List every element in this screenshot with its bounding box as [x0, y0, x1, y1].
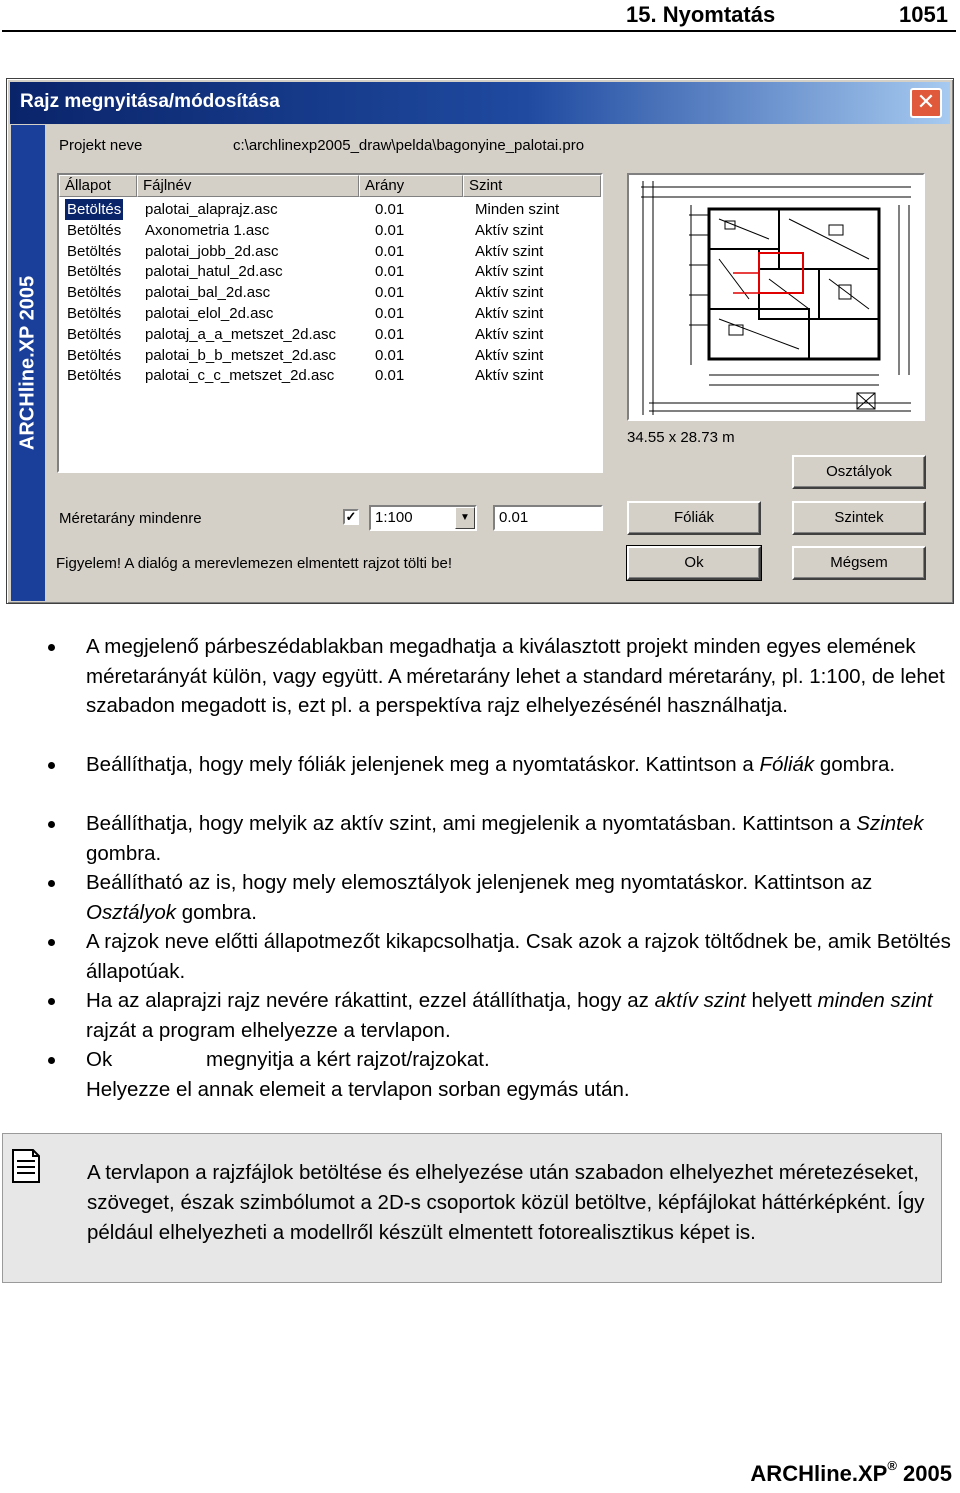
table-row[interactable]: [59, 324, 601, 345]
cell-ratio: 0.01: [375, 201, 405, 218]
cell-status[interactable]: Betöltés: [67, 367, 122, 385]
cell-ratio: 0.01: [375, 221, 405, 239]
cell-ratio: 0.01: [375, 367, 405, 385]
bullet-dot-icon: [48, 1057, 55, 1064]
brand-logo: ARCHline.XP 2005: [16, 275, 39, 451]
column-header-ratio[interactable]: Arány: [359, 175, 463, 197]
drawing-preview: [627, 173, 925, 421]
ok-button[interactable]: Ok: [627, 546, 761, 580]
bullet-dot-icon: [48, 939, 55, 946]
cell-file[interactable]: palotai_alaprajz.asc: [145, 201, 278, 218]
bullet-item: Beállítható az is, hogy mely elemosztályok jelenjenek meg nyomtatáskor. Kattintson az Osztályok gombra.: [86, 868, 952, 927]
table-row[interactable]: [59, 282, 601, 303]
layers-button[interactable]: Fóliák: [627, 501, 761, 535]
cell-level: Aktív szint: [475, 284, 544, 302]
bullet-item: A rajzok neve előtti állapotmezőt kikapcsolhatja. Csak azok a rajzok töltődnek be, amik Betöltés állapotúak.: [86, 927, 952, 986]
chapter-title: 15. Nyomtatás: [626, 2, 776, 27]
cell-file[interactable]: palotai_b_b_metszet_2d.asc: [145, 346, 336, 364]
scale-all-checkbox[interactable]: [343, 509, 359, 525]
bullet-item: Beállíthatja, hogy melyik az aktív szint, ami megjelenik a nyomtatásban. Kattintson a Szintek gombra.: [86, 809, 952, 868]
warning-text: Figyelem! A dialóg a merevlemezen elmentett rajzot tölti be!: [56, 555, 453, 572]
column-header-status[interactable]: Állapot: [59, 175, 137, 197]
cell-file[interactable]: palotai_bal_2d.asc: [145, 284, 271, 302]
cell-ratio: 0.01: [375, 242, 405, 260]
dialog-titlebar[interactable]: [10, 82, 950, 124]
scale-select[interactable]: [369, 505, 477, 531]
column-header-level[interactable]: Szint: [463, 175, 601, 197]
cell-level: Aktív szint: [475, 263, 544, 281]
scale-select-value: 1:100: [375, 509, 413, 526]
cell-file[interactable]: palotai_c_c_metszet_2d.asc: [145, 367, 335, 385]
cell-status[interactable]: Betöltés: [67, 284, 122, 302]
note-icon: [11, 1148, 41, 1184]
cell-level: Aktív szint: [475, 367, 544, 385]
cell-status[interactable]: Betöltés: [67, 346, 122, 364]
ok-term: Ok: [86, 1048, 113, 1071]
bullet-dot-icon: [48, 762, 55, 769]
cell-file[interactable]: palotai_elol_2d.asc: [145, 305, 274, 322]
cell-ratio: 0.01: [375, 346, 405, 364]
note-box: [2, 1133, 942, 1283]
bullet-item: Ha az alaprajzi rajz nevére rákattint, ezzel átállíthatja, hogy az aktív szint helyett minden szint rajzát a program elhelyezze a tervlapon.: [86, 986, 952, 1045]
preview-dimensions: 34.55 x 28.73 m: [627, 429, 735, 446]
cell-file[interactable]: palotai_jobb_2d.asc: [145, 242, 279, 260]
brand-strip: [11, 125, 45, 601]
column-header-file[interactable]: Fájlnév: [137, 175, 359, 197]
levels-button[interactable]: Szintek: [792, 501, 926, 535]
cell-ratio: 0.01: [375, 284, 405, 302]
bullet-item: A megjelenő párbeszédablakban megadhatja a kiválasztott projekt minden egyes elemének méretarányát külön, vagy együtt. A méretarány lehet a standard méretarány, pl. 1:100, de lehet szabadon megadott is, ezt pl. a perspektíva rajz elhelyezésénél használhatja.: [86, 632, 952, 721]
table-row[interactable]: [59, 220, 601, 241]
cell-file[interactable]: palotai_hatul_2d.asc: [145, 263, 283, 281]
header-rule: [2, 30, 956, 32]
cell-file[interactable]: Axonometria 1.asc: [145, 221, 270, 239]
scale-all-label: Méretarány mindenre: [59, 510, 202, 527]
table-row[interactable]: [59, 345, 601, 366]
cell-level: Aktív szint: [475, 305, 544, 322]
cell-status[interactable]: Betöltés: [67, 263, 122, 281]
cell-ratio: 0.01: [375, 263, 405, 281]
cell-status[interactable]: Betöltés: [67, 242, 122, 260]
table-row[interactable]: [59, 261, 601, 282]
scale-value-input[interactable]: 0.01: [493, 505, 603, 531]
cancel-button[interactable]: Mégsem: [792, 546, 926, 580]
checkmark-icon: ✓: [345, 509, 357, 524]
cell-ratio: 0.01: [375, 325, 405, 343]
cell-status[interactable]: Betöltés: [67, 325, 122, 343]
cell-level: Minden szint: [475, 201, 560, 218]
table-row[interactable]: [59, 241, 601, 262]
bullet-item: Ok megnyitja a kért rajzot/rajzokat. Helyezze el annak elemeit a tervlapon sorban egymás után.: [86, 1045, 952, 1104]
cell-file[interactable]: palotaj_a_a_metszet_2d.asc: [145, 325, 336, 343]
cell-level: Aktív szint: [475, 346, 544, 364]
file-table[interactable]: [57, 173, 603, 473]
table-row[interactable]: [59, 199, 601, 220]
note-text: A tervlapon a rajzfájlok betöltése és elhelyezése után szabadon elhelyezhet méretezéseket, szöveget, észak szimbólumot a 2D-s csoportok közül betöltve, képfájlokat háttérképként. Így például elhelyezheti a modellről készült elmentett fotorealisztikus képet is.: [87, 1161, 925, 1244]
bullet-dot-icon: [48, 644, 55, 651]
cell-level: Aktív szint: [475, 242, 544, 260]
dropdown-arrow-icon[interactable]: ▼: [455, 507, 475, 529]
project-name-label: Projekt neve: [59, 137, 143, 154]
classes-button[interactable]: Osztályok: [792, 455, 926, 489]
page-header: [0, 0, 960, 34]
cell-status[interactable]: Betöltés: [67, 305, 122, 322]
table-row[interactable]: [59, 365, 601, 386]
cell-level: Aktív szint: [475, 325, 544, 343]
dialog-title: Rajz megnyitása/módosítása: [20, 91, 280, 112]
bullet-dot-icon: [48, 821, 55, 828]
close-button[interactable]: ✕: [910, 88, 942, 118]
cell-level: Aktív szint: [475, 221, 544, 239]
page-number: 1051: [899, 2, 948, 27]
cell-ratio: 0.01: [375, 305, 405, 322]
cell-status[interactable]: Betöltés: [67, 201, 122, 218]
bullet-item: Beállíthatja, hogy mely fóliák jelenjenek meg a nyomtatáskor. Kattintson a Fóliák gombra.: [86, 750, 952, 780]
table-row[interactable]: [59, 303, 601, 324]
bullet-dot-icon: [48, 880, 55, 887]
open-drawing-dialog: [6, 78, 954, 604]
project-path: c:\archlinexp2005_draw\pelda\bagonyine_palotai.pro: [233, 137, 585, 154]
bullet-dot-icon: [48, 998, 55, 1005]
page-footer: ARCHline.XP® 2005: [750, 1458, 952, 1486]
floorplan-thumbnail: [629, 175, 923, 419]
cell-status[interactable]: Betöltés: [67, 221, 122, 239]
table-header: [59, 175, 601, 197]
